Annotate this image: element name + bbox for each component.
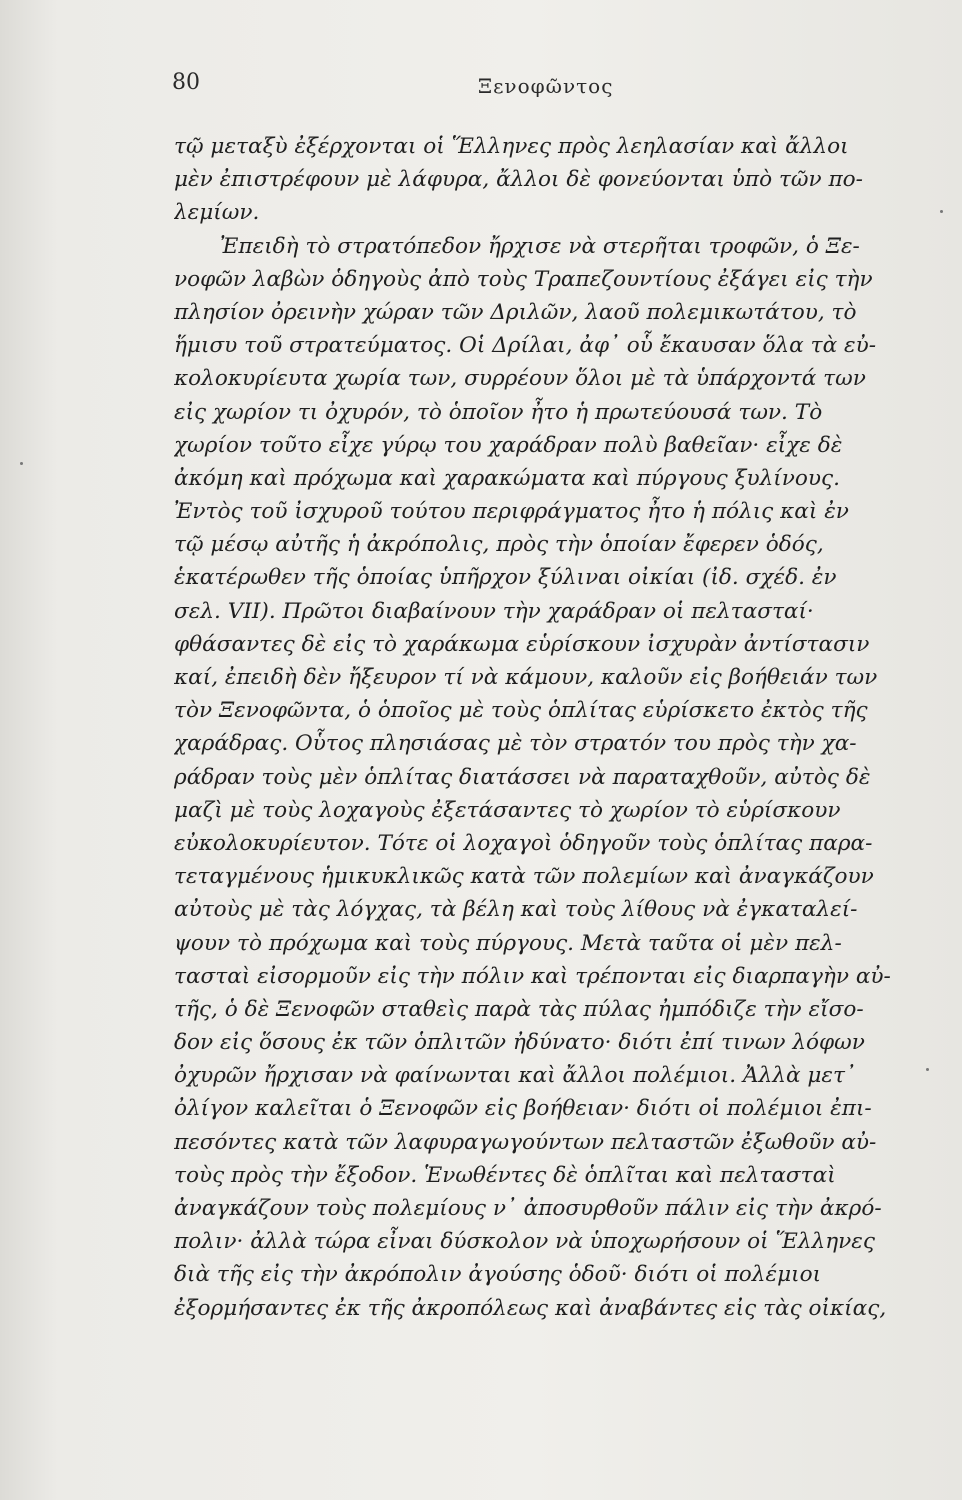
text-line: ἀκόμη καὶ πρόχωμα καὶ χαρακώματα καὶ πύργους ξυλίνους. xyxy=(174,465,840,491)
text-line: μαζὶ μὲ τοὺς λοχαγοὺς ἐξετάσαντες τὸ χωρίον τὸ εὑρίσκουν xyxy=(174,797,841,823)
text-line: αὐτοὺς μὲ τὰς λόγχας, τὰ βέλη καὶ τοὺς λίθους νὰ ἐγκαταλεί- xyxy=(174,897,858,923)
text-line: τεταγμένους ἡμικυκλικῶς κατὰ τῶν πολεμίων καὶ ἀναγκάζουν xyxy=(174,864,874,890)
text-line: ἀναγκάζουν τοὺς πολεμίους ν᾽ ἀποσυρθοῦν πάλιν εἰς τὴν ἀκρό- xyxy=(174,1196,882,1221)
text-line: εἰς χωρίον τι ὀχυρόν, τὸ ὁποῖον ἦτο ἡ πρωτεύουσά των. Τὸ xyxy=(174,399,823,425)
text-line: ψουν τὸ πρόχωμα καὶ τοὺς πύργους. Μετὰ ταῦτα οἱ μὲν πελ- xyxy=(174,930,842,956)
text-line: μὲν ἐπιστρέφουν μὲ λάφυρα, ἄλλοι δὲ φονεύονται ὑπὸ τῶν πο- xyxy=(174,167,863,193)
text-line: τοὺς πρὸς τὴν ἔξοδον. Ἑνωθέντες δὲ ὁπλῖται καὶ πελτασταὶ xyxy=(174,1162,836,1188)
text-line: πεσόντες κατὰ τῶν λαφυραγωγούντων πελταστῶν ἐξωθοῦν αὐ- xyxy=(174,1129,877,1155)
text-line: ἑκατέρωθεν τῆς ὁποίας ὑπῆρχον ξύλιναι οἰκίαι (ἰδ. σχέδ. ἐν xyxy=(174,565,837,591)
text-line: φθάσαντες δὲ εἰς τὸ χαράκωμα εὑρίσκουν ἰσχυρὰν ἀντίστασιν xyxy=(174,631,870,657)
text-line: τῷ μεταξὺ ἐξέρχονται οἱ Ἕλληνες πρὸς λεηλασίαν καὶ ἄλλοι xyxy=(174,134,849,159)
body-text xyxy=(174,130,914,1325)
text-line: τασταὶ εἰσορμοῦν εἰς τὴν πόλιν καὶ τρέπονται εἰς διαρπαγὴν αὐ- xyxy=(174,963,891,989)
text-line: καί, ἐπειδὴ δὲν ἤξευρον τί νὰ κάμουν, καλοῦν εἰς βοήθειάν των xyxy=(174,665,878,690)
text-line: χωρίον τοῦτο εἶχε γύρῳ του χαράδραν πολὺ βαθεῖαν· εἶχε δὲ xyxy=(174,432,843,458)
text-line: σελ. VII). Πρῶτοι διαβαίνουν τὴν χαράδραν οἱ πελτασταί· xyxy=(174,598,814,624)
page-number: 80 xyxy=(172,70,200,95)
text-line: τὸν Ξενοφῶντα, ὁ ὁποῖος μὲ τοὺς ὁπλίτας εὑρίσκετο ἐκτὸς τῆς xyxy=(174,698,868,724)
text-line: ράδραν τοὺς μὲν ὁπλίτας διατάσσει νὰ παραταχθοῦν, αὐτὸς δὲ xyxy=(174,764,871,790)
text-line: Ἐπειδὴ τὸ στρατόπεδον ἤρχισε νὰ στερῆται τροφῶν, ὁ Ξε- xyxy=(220,233,860,259)
text-line: τῷ μέσῳ αὐτῆς ἡ ἀκρόπολις, πρὸς τὴν ὁποίαν ἔφερεν ὁδός, xyxy=(174,532,824,558)
text-line: κολοκυρίευτα χωρία των, συρρέουν ὅλοι μὲ τὰ ὑπάρχοντά των xyxy=(174,366,866,392)
text-line: πλησίον ὀρεινὴν χώραν τῶν Δριλῶν, λαοῦ πολεμικωτάτου, τὸ xyxy=(174,299,857,325)
text-line: ὀχυρῶν ἤρχισαν νὰ φαίνωνται καὶ ἄλλοι πολέμιοι. Ἀλλὰ μετ᾽ xyxy=(174,1063,856,1089)
text-line: πολιν· ἀλλὰ τώρα εἶναι δύσκολον νὰ ὑποχωρήσουν οἱ Ἕλληνες xyxy=(174,1229,875,1255)
text-line: χαράδρας. Οὗτος πλησιάσας μὲ τὸν στρατόν του πρὸς τὴν χα- xyxy=(174,731,857,757)
running-head: Ξενοφῶντος xyxy=(478,74,614,98)
text-line: ὀλίγον καλεῖται ὁ Ξενοφῶν εἰς βοήθειαν· διότι οἱ πολέμιοι ἐπι- xyxy=(174,1096,872,1122)
text-line: Ἐντὸς τοῦ ἰσχυροῦ τούτου περιφράγματος ἦτο ἡ πόλις καὶ ἐν xyxy=(174,499,849,525)
paper-speck xyxy=(926,1068,929,1071)
text-line: δον εἰς ὅσους ἐκ τῶν ὁπλιτῶν ἠδύνατο· διότι ἐπί τινων λόφων xyxy=(174,1030,865,1056)
text-line: ἐξορμήσαντες ἐκ τῆς ἀκροπόλεως καὶ ἀναβάντες εἰς τὰς οἰκίας, xyxy=(174,1295,887,1321)
paper-speck xyxy=(940,210,943,213)
text-line: τῆς, ὁ δὲ Ξενοφῶν σταθεὶς παρὰ τὰς πύλας ἠμπόδιζε τὴν εἴσο- xyxy=(174,996,864,1022)
text-line: διὰ τῆς εἰς τὴν ἀκρόπολιν ἀγούσης ὁδοῦ· διότι οἱ πολέμιοι xyxy=(174,1262,822,1288)
text-line: λεμίων. xyxy=(174,200,260,226)
text-line: ἥμισυ τοῦ στρατεύματος. Οἱ Δρίλαι, ἀφ᾽ οὗ ἔκαυσαν ὅλα τὰ εὐ- xyxy=(174,333,877,359)
text-line: νοφῶν λαβὼν ὁδηγοὺς ἀπὸ τοὺς Τραπεζουντίους ἐξάγει εἰς τὴν xyxy=(174,266,873,292)
paper-speck xyxy=(20,462,23,465)
text-line: εὐκολοκυρίευτον. Τότε οἱ λοχαγοὶ ὁδηγοῦν τοὺς ὁπλίτας παρα- xyxy=(174,830,873,856)
